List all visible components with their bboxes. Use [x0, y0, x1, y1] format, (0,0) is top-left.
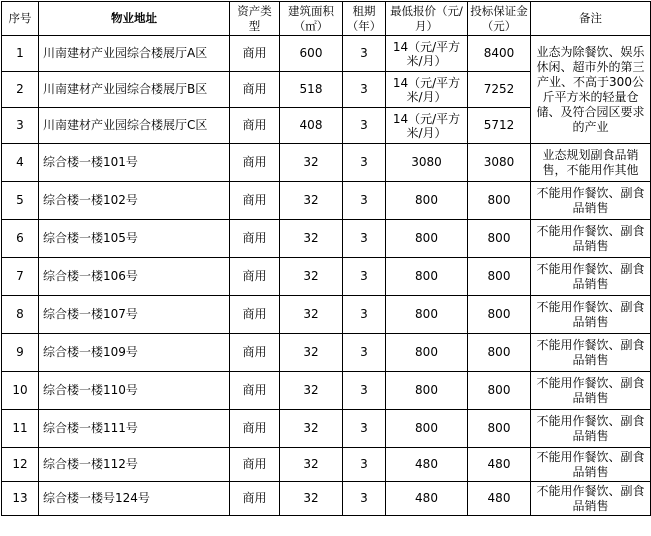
table-row — [2, 258, 651, 296]
cell-remark: 不能用作餐饮、副食品销售 — [531, 372, 651, 410]
cell-deposit: 800 — [468, 182, 531, 220]
cell-remark: 不能用作餐饮、副食品销售 — [531, 448, 651, 482]
cell-seq: 10 — [2, 372, 39, 410]
cell-term: 3 — [343, 448, 386, 482]
cell-address: 川南建材产业园综合楼展厅B区 — [39, 72, 230, 108]
table-row — [2, 448, 651, 482]
cell-price: 480 — [386, 482, 468, 516]
cell-area: 600 — [280, 36, 343, 72]
cell-term: 3 — [343, 334, 386, 372]
cell-remark-merged: 业态为除餐饮、娱乐休闲、超市外的第三产业、不高于300公斤平方米的轻量仓储、及符合园区要求的产业 — [531, 36, 651, 144]
cell-type: 商用 — [230, 220, 280, 258]
cell-area: 32 — [280, 144, 343, 182]
cell-term: 3 — [343, 482, 386, 516]
table-row — [2, 372, 651, 410]
cell-type: 商用 — [230, 296, 280, 334]
cell-price: 800 — [386, 296, 468, 334]
cell-seq: 3 — [2, 108, 39, 144]
cell-deposit: 800 — [468, 410, 531, 448]
header-deposit: 投标保证金（元） — [468, 2, 531, 36]
cell-price: 800 — [386, 220, 468, 258]
cell-area: 32 — [280, 258, 343, 296]
cell-deposit: 800 — [468, 220, 531, 258]
cell-seq: 11 — [2, 410, 39, 448]
cell-type: 商用 — [230, 482, 280, 516]
cell-term: 3 — [343, 258, 386, 296]
cell-term: 3 — [343, 372, 386, 410]
cell-term: 3 — [343, 410, 386, 448]
cell-deposit: 480 — [468, 482, 531, 516]
cell-deposit: 800 — [468, 296, 531, 334]
cell-type: 商用 — [230, 72, 280, 108]
cell-deposit: 7252 — [468, 72, 531, 108]
cell-remark: 不能用作餐饮、副食品销售 — [531, 482, 651, 516]
cell-remark: 不能用作餐饮、副食品销售 — [531, 182, 651, 220]
cell-price: 480 — [386, 448, 468, 482]
cell-term: 3 — [343, 220, 386, 258]
header-row — [2, 2, 651, 36]
cell-price: 800 — [386, 258, 468, 296]
cell-seq: 13 — [2, 482, 39, 516]
cell-type: 商用 — [230, 448, 280, 482]
cell-price: 800 — [386, 372, 468, 410]
cell-price: 14（元/平方米/月） — [386, 36, 468, 72]
table-row — [2, 482, 651, 516]
header-asset-type: 资产类型 — [230, 2, 280, 36]
cell-type: 商用 — [230, 258, 280, 296]
cell-area: 32 — [280, 482, 343, 516]
cell-seq: 1 — [2, 36, 39, 72]
table-row — [2, 36, 651, 72]
cell-address: 综合楼一楼号124号 — [39, 482, 230, 516]
cell-seq: 6 — [2, 220, 39, 258]
table-row — [2, 334, 651, 372]
cell-price: 14（元/平方米/月） — [386, 108, 468, 144]
cell-address: 综合楼一楼101号 — [39, 144, 230, 182]
cell-address: 综合楼一楼107号 — [39, 296, 230, 334]
table-row — [2, 220, 651, 258]
header-seq: 序号 — [2, 2, 39, 36]
cell-area: 32 — [280, 220, 343, 258]
cell-address: 川南建材产业园综合楼展厅A区 — [39, 36, 230, 72]
cell-area: 32 — [280, 296, 343, 334]
cell-remark: 不能用作餐饮、副食品销售 — [531, 258, 651, 296]
cell-address: 综合楼一楼106号 — [39, 258, 230, 296]
cell-address: 综合楼一楼112号 — [39, 448, 230, 482]
cell-seq: 5 — [2, 182, 39, 220]
cell-price: 800 — [386, 334, 468, 372]
cell-address: 综合楼一楼102号 — [39, 182, 230, 220]
cell-type: 商用 — [230, 372, 280, 410]
cell-deposit: 800 — [468, 372, 531, 410]
cell-area: 32 — [280, 410, 343, 448]
cell-remark: 不能用作餐饮、副食品销售 — [531, 410, 651, 448]
cell-area: 408 — [280, 108, 343, 144]
cell-type: 商用 — [230, 108, 280, 144]
cell-remark: 业态规划副食品销售，不能用作其他 — [531, 144, 651, 182]
header-min-price: 最低报价（元/月） — [386, 2, 468, 36]
cell-seq: 2 — [2, 72, 39, 108]
cell-area: 518 — [280, 72, 343, 108]
cell-price: 14（元/平方米/月） — [386, 72, 468, 108]
cell-deposit: 800 — [468, 258, 531, 296]
cell-deposit: 5712 — [468, 108, 531, 144]
property-table — [1, 1, 651, 516]
cell-term: 3 — [343, 72, 386, 108]
cell-seq: 7 — [2, 258, 39, 296]
header-lease-term: 租期（年） — [343, 2, 386, 36]
cell-area: 32 — [280, 334, 343, 372]
cell-type: 商用 — [230, 182, 280, 220]
cell-address: 综合楼一楼110号 — [39, 372, 230, 410]
cell-remark: 不能用作餐饮、副食品销售 — [531, 220, 651, 258]
cell-seq: 9 — [2, 334, 39, 372]
cell-remark: 不能用作餐饮、副食品销售 — [531, 296, 651, 334]
cell-term: 3 — [343, 296, 386, 334]
cell-address: 综合楼一楼111号 — [39, 410, 230, 448]
cell-seq: 8 — [2, 296, 39, 334]
cell-seq: 4 — [2, 144, 39, 182]
cell-deposit: 3080 — [468, 144, 531, 182]
cell-deposit: 480 — [468, 448, 531, 482]
cell-remark: 不能用作餐饮、副食品销售 — [531, 334, 651, 372]
cell-area: 32 — [280, 372, 343, 410]
table-row — [2, 182, 651, 220]
cell-term: 3 — [343, 144, 386, 182]
cell-address: 川南建材产业园综合楼展厅C区 — [39, 108, 230, 144]
table-row — [2, 410, 651, 448]
cell-type: 商用 — [230, 334, 280, 372]
cell-term: 3 — [343, 36, 386, 72]
cell-price: 800 — [386, 182, 468, 220]
cell-area: 32 — [280, 448, 343, 482]
header-remarks: 备注 — [531, 2, 651, 36]
table-row — [2, 144, 651, 182]
cell-term: 3 — [343, 108, 386, 144]
cell-area: 32 — [280, 182, 343, 220]
cell-seq: 12 — [2, 448, 39, 482]
header-address: 物业地址 — [39, 2, 230, 36]
cell-deposit: 8400 — [468, 36, 531, 72]
cell-address: 综合楼一楼105号 — [39, 220, 230, 258]
cell-address: 综合楼一楼109号 — [39, 334, 230, 372]
cell-type: 商用 — [230, 36, 280, 72]
cell-price: 3080 — [386, 144, 468, 182]
cell-deposit: 800 — [468, 334, 531, 372]
cell-price: 800 — [386, 410, 468, 448]
table-row — [2, 296, 651, 334]
header-area: 建筑面积（㎡） — [280, 2, 343, 36]
cell-term: 3 — [343, 182, 386, 220]
cell-type: 商用 — [230, 144, 280, 182]
cell-type: 商用 — [230, 410, 280, 448]
